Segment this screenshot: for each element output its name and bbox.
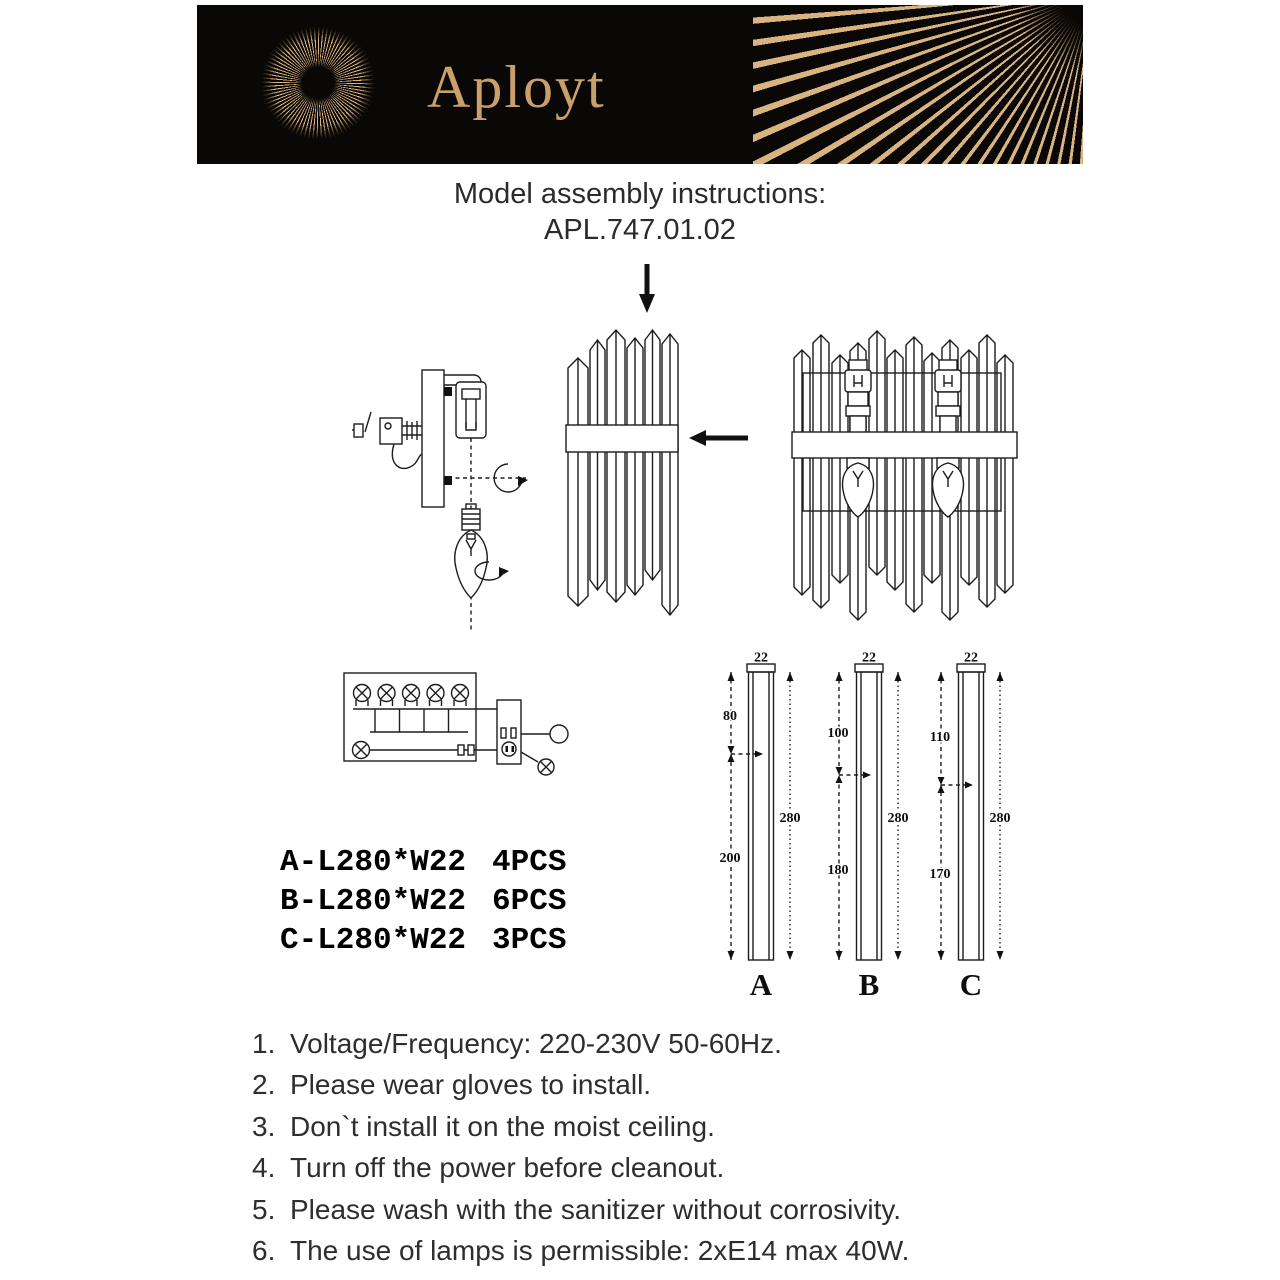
model-number: APL.747.01.02 [544,214,736,246]
instruction-text: Please wear gloves to install. [290,1069,652,1101]
instruction-item [252,1023,1082,1065]
shade-side-view-drawing [540,258,770,625]
part-row [280,843,566,882]
svg-text:C: C [959,967,983,1002]
instruction-number: 6. [252,1235,276,1267]
svg-text:B: B [858,967,880,1002]
svg-text:110: 110 [929,730,951,745]
dimension-diagram-a [716,650,806,1002]
svg-text:180: 180 [827,863,849,878]
dimension-diagram-b [824,650,914,1002]
decorative-rays [753,5,1083,164]
instruction-list [252,1023,1082,1272]
instruction-text: The use of lamps is permissible: 2xE14 max 40W. [290,1235,910,1267]
instruction-text: Don`t install it on the moist ceiling. [290,1110,715,1142]
mounting-band [792,432,1017,458]
instruction-number: 3. [252,1110,276,1142]
svg-text:280: 280 [779,811,801,826]
svg-text:22: 22 [862,650,876,666]
part-row [280,882,566,921]
crystal-bars [568,330,678,615]
svg-text:200: 200 [719,851,741,866]
instruction-number: 4. [252,1152,276,1184]
part-qty: 4PCS [492,845,567,880]
instruction-number: 1. [252,1027,276,1059]
down-arrow-icon [639,264,655,313]
svg-text:80: 80 [723,709,737,724]
parts-list [280,843,566,960]
left-arrow-icon [689,430,748,446]
instruction-item [252,1189,1082,1231]
mounting-detail-drawing [350,330,540,640]
part-code: A-L280*W22 [280,845,467,880]
instruction-item [252,1231,1082,1273]
mounting-band [566,425,678,452]
svg-text:A: A [749,967,773,1002]
svg-text:22: 22 [754,650,768,666]
instruction-text: Turn off the power before cleanout. [290,1152,725,1184]
title-line1: Model assembly instructions: [453,178,827,210]
instruction-text: Please wash with the sanitizer without corrosivity. [290,1193,902,1225]
svg-text:170: 170 [929,867,951,882]
svg-text:22: 22 [964,650,978,666]
instruction-item [252,1106,1082,1148]
wiring-diagram [335,660,625,800]
svg-text:100: 100 [827,726,849,741]
sunburst-logo-icon [238,5,398,163]
brand-name: Aployt [427,54,606,120]
brand-header [197,5,1083,164]
page-title [0,176,1280,248]
part-qty: 6PCS [492,884,567,919]
instruction-number: 5. [252,1193,276,1225]
svg-text:280: 280 [989,811,1011,826]
candle-bulb [933,458,964,517]
part-code: C-L280*W22 [280,923,467,958]
instruction-text: Voltage/Frequency: 220-230V 50-60Hz. [290,1027,782,1059]
part-code: B-L280*W22 [280,884,467,919]
instruction-item [252,1148,1082,1190]
instruction-item [252,1065,1082,1107]
part-qty: 3PCS [492,923,567,958]
dimension-diagram-c [926,650,1016,1002]
part-row [280,921,566,960]
crystal-bars [794,331,1013,620]
instruction-number: 2. [252,1069,276,1101]
lamp-symbols [354,685,469,702]
svg-text:280: 280 [887,811,909,826]
assembled-front-view-drawing [780,325,1030,630]
